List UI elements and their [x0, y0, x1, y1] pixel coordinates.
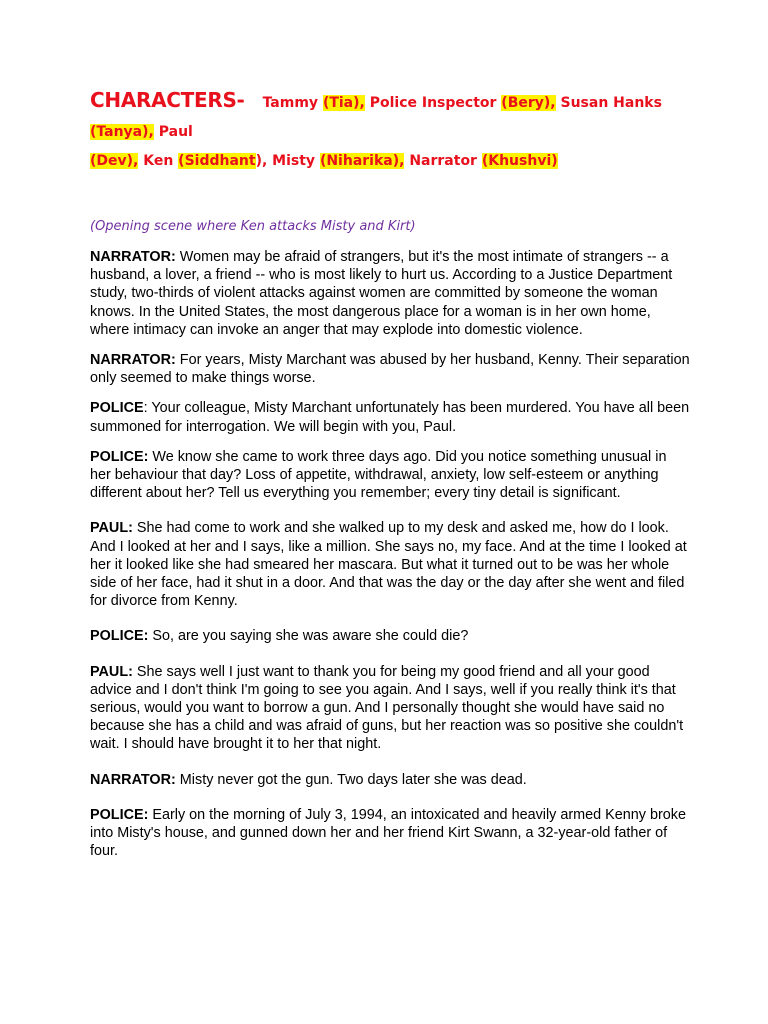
character-part: Tammy [262, 95, 323, 111]
speaker-label: POLICE [90, 400, 144, 417]
dialogue-text: She had come to work and she walked up to my desk and asked me, how do I look. And I looked at her and I says, like a million. She says no, my face. And at the time I looked at her it looked like she had smeared her mascara. But what it turned out to be was her whole side of her face, had it shut in a door. And that was the day or the day after she went and filed for divorce from Kenny. [90, 520, 687, 610]
dialogue-line [90, 248, 690, 339]
dialogue-text: : Your colleague, Misty Marchant unfortunately has been murdered. You have all been summoned for interrogation. We will begin with you, Paul. [90, 400, 690, 435]
actor-name-highlight: (Tia), [322, 95, 365, 111]
characters-list [90, 86, 690, 176]
dialogue-text: She says well I just want to thank you for being my good friend and all your good advice and I don't think I'm going to see you again. And I says, well if you really think it's that serious, would you want to borrow a gun. And I personally thought she would have said no because she has a child and was afraid of guns, but her reaction was so positive she couldn't wait. I should have brought it to her that night. [90, 663, 684, 753]
dialogue-line [90, 519, 690, 610]
character-part: ), Misty [255, 153, 320, 169]
actor-name-highlight: (Niharika), [319, 153, 405, 169]
speaker-label: POLICE: [90, 448, 149, 465]
dialogue-text: So, are you saying she was aware she could die? [148, 628, 469, 645]
speaker-label: PAUL: [90, 520, 133, 537]
actor-name-highlight: (Dev), [90, 153, 139, 169]
stage-direction: (Opening scene where Ken attacks Misty and Kirt) [90, 219, 416, 234]
dialogue-line [90, 351, 690, 387]
character-part: Ken [138, 153, 179, 169]
dialogue-line [90, 806, 690, 861]
character-part: Police Inspector [364, 95, 502, 111]
dialogue-text: We know she came to work three days ago. Did you notice something unusual in her behaviour that day? Loss of appetite, withdrawal, anxiety, low self-esteem or anything different about her? Tell us everything you remember; every tiny detail is significant. [90, 448, 667, 502]
dialogue-line [90, 399, 690, 435]
document-page [90, 86, 690, 860]
dialogue-text: Misty never got the gun. Two days later she was dead. [175, 771, 527, 788]
dialogue-line [90, 627, 690, 645]
character-part: Susan Hanks [555, 95, 662, 111]
speaker-label: NARRATOR: [90, 771, 176, 788]
dialogue-text: For years, Misty Marchant was abused by her husband, Kenny. Their separation only seemed to make things worse. [90, 352, 690, 387]
speaker-label: POLICE: [90, 806, 149, 823]
speaker-label: POLICE: [90, 628, 149, 645]
actor-name-highlight: (Khushvi) [481, 153, 558, 169]
speaker-label: NARRATOR: [90, 249, 176, 265]
dialogue-text: Women may be afraid of strangers, but it's the most intimate of strangers -- a husband, a lover, a friend -- who is most likely to hurt us. According to a Justice Department study, two-thirds of violent attacks against women are committed by someone the woman knows. In the United States, the most dangerous place for a woman is in her own home, where intimacy can invoke an anger that may explode into domestic violence. [90, 249, 673, 338]
speaker-label: NARRATOR: [90, 352, 176, 369]
actor-name-highlight: (Tanya), [90, 124, 154, 140]
dialogue-line [90, 771, 690, 789]
dialogue-line [90, 448, 690, 503]
actor-name-highlight: (Bery), [501, 95, 556, 111]
actor-name-highlight: (Siddhant [178, 153, 256, 169]
character-part: Narrator [404, 153, 482, 169]
characters-heading: CHARACTERS- [90, 88, 245, 112]
speaker-label: PAUL: [90, 663, 133, 680]
dialogue-text: Early on the morning of July 3, 1994, an intoxicated and heavily armed Kenny broke into Misty's house, and gunned down her and her friend Kirt Swann, a 32-year-old father of four. [90, 806, 686, 860]
character-part: Paul [153, 124, 193, 140]
dialogue-line [90, 663, 690, 754]
dialogue-list [90, 248, 690, 872]
